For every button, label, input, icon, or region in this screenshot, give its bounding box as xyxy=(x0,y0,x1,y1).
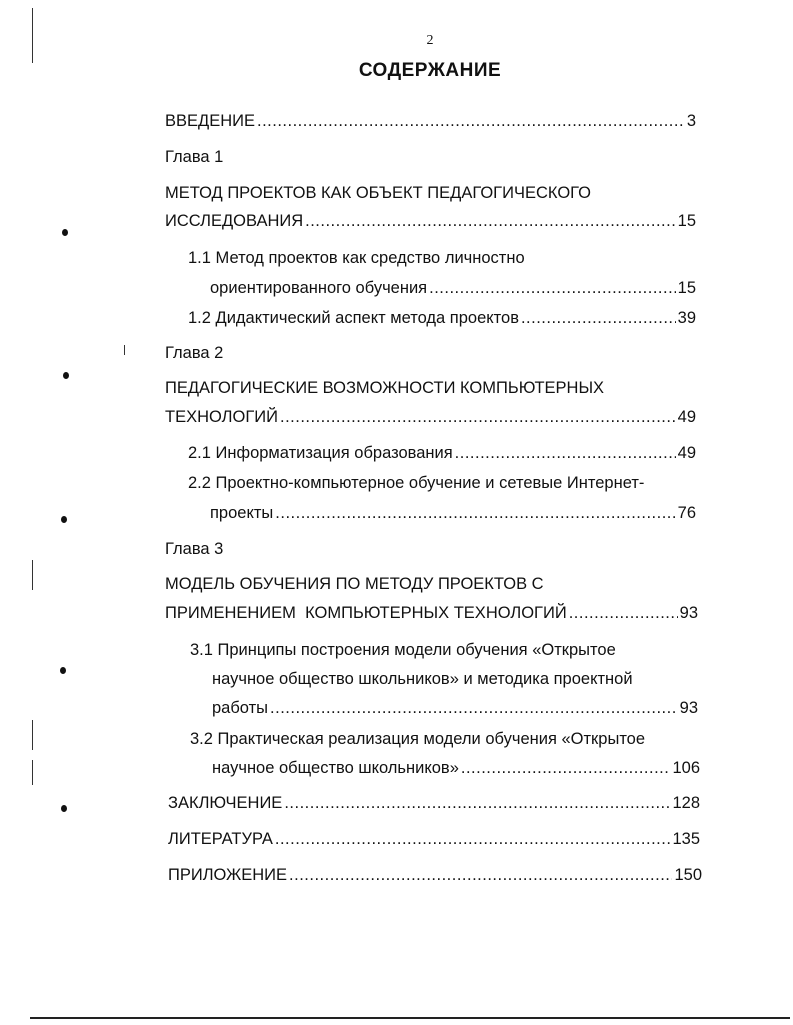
section-1-1-title: 1.1 Метод проектов как средство личностно xyxy=(188,249,525,267)
leader-dots xyxy=(275,829,671,849)
toc-page: 76 xyxy=(677,504,696,522)
leader-dots xyxy=(257,111,685,131)
toc-page: 49 xyxy=(677,444,696,462)
leader-dots xyxy=(280,407,676,427)
chapter-1-title: МЕТОД ПРОЕКТОВ КАК ОБЪЕКТ ПЕДАГОГИЧЕСКОГО xyxy=(165,184,592,202)
toc-label: работы xyxy=(212,699,269,717)
toc-label: ТЕХНОЛОГИЙ xyxy=(165,408,278,426)
toc-label: ПРИЛОЖЕНИЕ xyxy=(168,866,288,884)
toc-entry-chapter-2 xyxy=(165,407,696,427)
margin-dot xyxy=(61,805,67,812)
toc-page: 39 xyxy=(677,309,696,327)
toc-entry-chapter-3 xyxy=(165,603,698,623)
toc-page: 49 xyxy=(677,408,696,426)
page-title: СОДЕРЖАНИЕ xyxy=(358,60,502,81)
section-3-2-title: 3.2 Практическая реализация модели обучения «Открытое xyxy=(190,730,646,748)
toc-page: 93 xyxy=(679,699,698,717)
margin-dot xyxy=(60,667,66,674)
section-2-2-title: 2.2 Проектно-компьютерное обучение и сетевые Интернет- xyxy=(188,474,645,492)
chapter-2-heading: Глава 2 xyxy=(165,344,224,362)
toc-label: ЗАКЛЮЧЕНИЕ xyxy=(168,794,283,812)
chapter-1-heading: Глава 1 xyxy=(165,148,224,166)
toc-page: 150 xyxy=(674,866,702,884)
leader-dots xyxy=(455,443,676,463)
toc-entry-section-2-2 xyxy=(210,503,696,523)
toc-entry-section-2-1 xyxy=(188,443,696,463)
toc-entry-chapter-1 xyxy=(165,211,696,231)
margin-dot xyxy=(63,372,69,379)
margin-dot xyxy=(61,516,67,523)
chapter-2-title: ПЕДАГОГИЧЕСКИЕ ВОЗМОЖНОСТИ КОМПЬЮТЕРНЫХ xyxy=(165,379,605,397)
section-3-1-title: 3.1 Принципы построения модели обучения «Открытое xyxy=(190,641,616,659)
chapter-3-title: МОДЕЛЬ ОБУЧЕНИЯ ПО МЕТОДУ ПРОЕКТОВ С xyxy=(165,575,544,593)
margin-mark xyxy=(124,345,125,355)
toc-entry-section-3-2 xyxy=(212,758,700,778)
leader-dots xyxy=(284,793,670,813)
toc-page: 15 xyxy=(677,279,696,297)
toc-label: проекты xyxy=(210,504,274,522)
toc-page: 15 xyxy=(677,212,696,230)
leader-dots xyxy=(270,698,678,718)
leader-dots xyxy=(461,758,671,778)
margin-mark xyxy=(32,760,33,785)
toc-page: 106 xyxy=(672,759,700,777)
margin-mark xyxy=(32,560,33,590)
toc-page: 3 xyxy=(686,112,696,130)
toc-entry-section-1-1 xyxy=(210,278,696,298)
toc-label: 1.2 Дидактический аспект метода проектов xyxy=(188,309,519,327)
leader-dots xyxy=(521,308,676,328)
toc-label: научное общество школьников» xyxy=(212,759,459,777)
toc-label: ВВЕДЕНИЕ xyxy=(165,112,255,130)
toc-entry-intro xyxy=(165,111,696,131)
leader-dots xyxy=(275,503,675,523)
margin-mark xyxy=(32,720,33,750)
toc-label: ориентированного обучения xyxy=(210,279,428,297)
toc-entry-literature xyxy=(168,829,700,849)
toc-label: ПРИМЕНЕНИЕМ КОМПЬЮТЕРНЫХ ТЕХНОЛОГИЙ xyxy=(165,604,567,622)
chapter-3-heading: Глава 3 xyxy=(165,540,224,558)
leader-dots xyxy=(305,211,676,231)
margin-dot xyxy=(62,229,68,236)
toc-entry-section-3-1 xyxy=(212,698,698,718)
toc-label: ЛИТЕРАТУРА xyxy=(168,830,273,848)
leader-dots xyxy=(429,278,676,298)
toc-entry-section-1-2 xyxy=(188,308,696,328)
toc-page: 128 xyxy=(672,794,700,812)
page-number: 2 xyxy=(426,33,434,48)
toc-page: 135 xyxy=(672,830,700,848)
bottom-rule xyxy=(30,1017,790,1019)
toc-label: ИССЛЕДОВАНИЯ xyxy=(165,212,304,230)
leader-dots xyxy=(569,603,678,623)
toc-page: 93 xyxy=(679,604,698,622)
section-3-1-title-cont: научное общество школьников» и методика проектной xyxy=(212,670,633,688)
toc-entry-appendix xyxy=(168,865,702,885)
toc-label: 2.1 Информатизация образования xyxy=(188,444,453,462)
leader-dots xyxy=(289,865,672,885)
toc-entry-conclusion xyxy=(168,793,700,813)
